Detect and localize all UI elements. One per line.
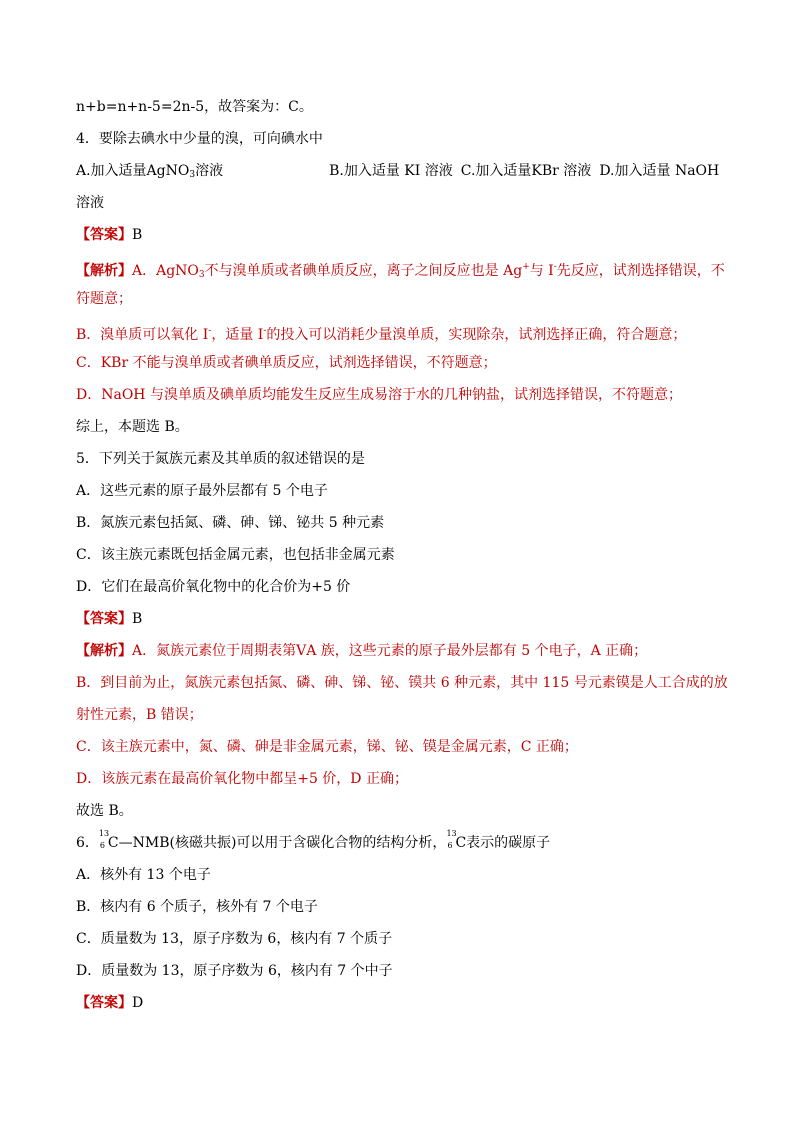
q4-option-b: B.加入适量 KI 溶液	[329, 163, 453, 179]
answer-value: B	[132, 227, 143, 243]
q4-analysis-line-2: 符题意；	[76, 291, 132, 307]
analysis-label: 【解析】	[76, 643, 132, 659]
q3-tail-text: n+b=n+n-5=2n-5，故答案为：C。	[76, 99, 313, 115]
q6-option-a: A．核外有 13 个电子	[76, 867, 211, 883]
q4-analysis-summary: 综上，本题选 B。	[76, 419, 189, 435]
q5-option-c: C．该主族元素既包括金属元素，也包括非金属元素	[76, 547, 395, 563]
q5-option-a: A．这些元素的原子最外层都有 5 个电子	[76, 483, 328, 499]
q5-analysis-line-4: C．该主族元素中，氮、磷、砷是非金属元素，锑、铋、镆是金属元素，C 正确；	[76, 739, 578, 755]
analysis-label: 【解析】	[76, 263, 132, 279]
q5-answer	[76, 608, 142, 630]
q4-option-c: C.加入适量KBr 溶液	[460, 163, 592, 179]
answer-label: 【答案】	[76, 227, 132, 243]
answer-label: 【答案】	[76, 611, 132, 627]
q4-analysis-line-5: D．NaOH 与溴单质及碘单质均能发生反应生成易溶于水的几种钠盐，试剂选择错误，不符题意；	[76, 387, 682, 403]
q4-stem-text: 4．要除去碘水中少量的溴，可向碘水中	[76, 131, 323, 147]
carbon-13-isotope-symbol: 13 6	[98, 829, 110, 850]
q6-answer	[76, 992, 143, 1014]
q4-analysis-line-1: 【解析】A．AgNO$_3$不与溴单质或者碘单质反应，离子之间反应也是 Ag+与 I-先反应，试剂选择错误，不	[76, 262, 725, 280]
q4-stem	[76, 128, 323, 150]
q6-stem: 6． 13 6 C—NMB(核磁共振)可以用于含碳化合物的结构分析， 13 6 C表示的碳原子	[76, 829, 551, 851]
q6-option-b: B．核内有 6 个质子，核外有 7 个电子	[76, 899, 318, 915]
q5-analysis-line-5: D．该族元素在最高价氧化物中都呈+5 价，D 正确；	[76, 771, 408, 787]
q5-option-d: D．它们在最高价氧化物中的化合价为+5 价	[76, 579, 351, 595]
q4-analysis-line-4: C．KBr 不能与溴单质或者碘单质反应，试剂选择错误，不符题意；	[76, 355, 497, 371]
q3-answer-tail	[76, 96, 313, 118]
answer-label: 【答案】	[76, 995, 132, 1011]
q4-answer	[76, 224, 142, 246]
carbon-13-isotope-symbol: 13 6	[446, 829, 457, 850]
q4-option-d-cont: 溶液	[76, 195, 104, 211]
q5-stem: 5．下列关于氮族元素及其单质的叙述错误的是	[76, 451, 365, 467]
q4-analysis-line-3: B．溴单质可以氧化 I-，适量 I-的投入可以消耗少量溴单质，实现除杂，试剂选择正确，符合题意；	[76, 326, 687, 343]
q5-analysis-line-2: B．到目前为止，氮族元素包括氮、磷、砷、锑、铋、镆共 6 种元素，其中 115 号元素镆是人工合成的放	[76, 675, 728, 691]
answer-value: B	[132, 611, 143, 627]
q4-option-a: A.加入适量AgNO$_3$溶液	[76, 163, 224, 180]
q4-option-d: D.加入适量 NaOH	[599, 163, 720, 179]
q6-option-d: D．质量数为 13，原子序数为 6，核内有 7 个中子	[76, 963, 393, 979]
answer-value: D	[132, 995, 144, 1011]
q5-option-b: B．氮族元素包括氮、磷、砷、锑、铋共 5 种元素	[76, 515, 385, 531]
q6-option-c: C．质量数为 13，原子序数为 6，核内有 7 个质子	[76, 931, 393, 947]
q5-analysis-line-3: 射性元素，B 错误；	[76, 707, 203, 723]
q5-analysis-summary: 故选 B。	[76, 803, 133, 819]
q4-options-row	[76, 160, 719, 182]
q5-analysis-line-1: 【解析】A．氮族元素位于周期表第ⅤA 族，这些元素的原子最外层都有 5 个电子，A 正确；	[76, 643, 648, 659]
